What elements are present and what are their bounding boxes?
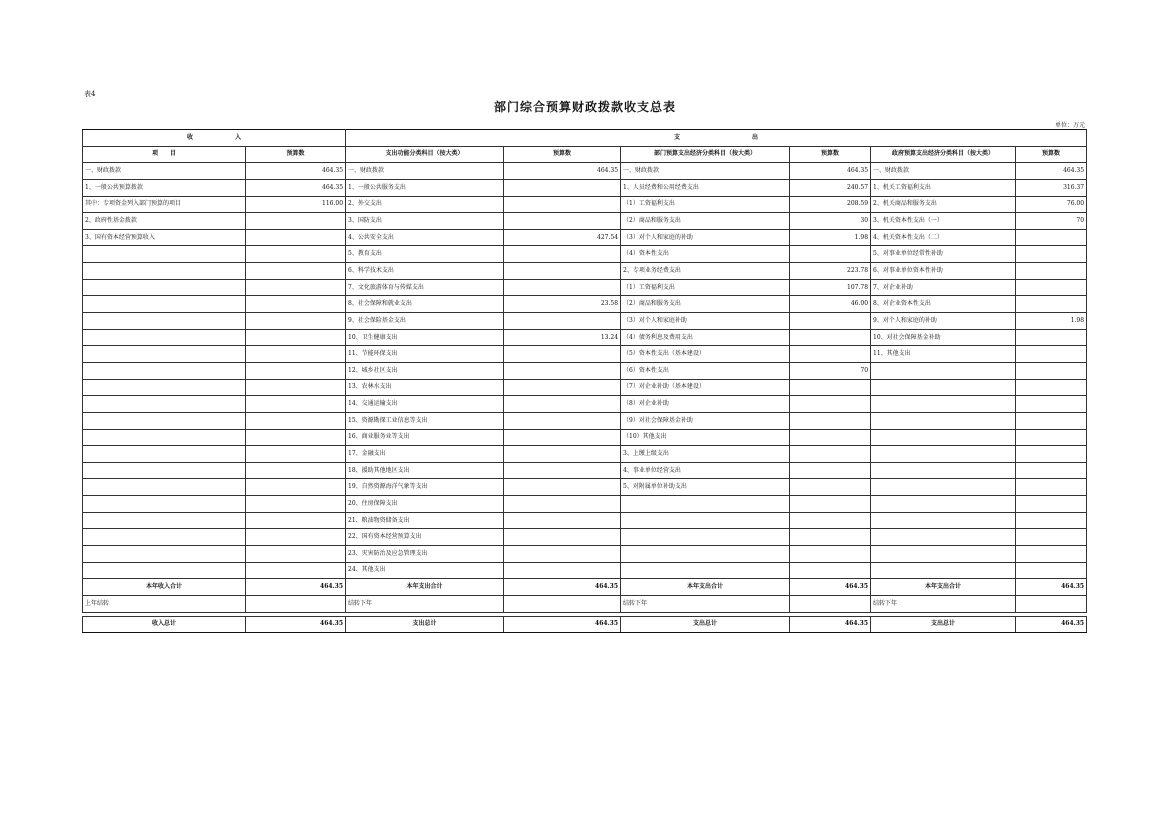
item-cell [871, 429, 1016, 446]
table-row [83, 246, 1087, 263]
budget-cell: 116.00 [246, 196, 346, 213]
item-cell: （9）对社会保障基金补助 [621, 412, 790, 429]
budget-cell [246, 229, 346, 246]
item-cell [83, 246, 246, 263]
budget-summary-table [82, 129, 1087, 633]
budget-cell: 464.35 [1016, 163, 1087, 180]
item-cell: 收入总计 [83, 616, 246, 633]
total-row [83, 616, 1087, 633]
col-func: 支出功能分类科目（按大类） [346, 146, 504, 163]
budget-cell [504, 479, 621, 496]
budget-cell [790, 529, 871, 546]
budget-cell: 223.78 [790, 263, 871, 280]
budget-cell [504, 263, 621, 280]
item-cell [83, 329, 246, 346]
col-budget-3: 预算数 [790, 146, 871, 163]
budget-cell: 464.35 [1016, 616, 1087, 633]
col-dept-econ: 部门预算支出经济分类科目（按大类） [621, 146, 790, 163]
item-cell: 21、粮油物资储备支出 [346, 512, 504, 529]
budget-cell: 464.35 [246, 163, 346, 180]
item-cell [83, 446, 246, 463]
budget-cell: 464.35 [790, 616, 871, 633]
item-cell: 10、卫生健康支出 [346, 329, 504, 346]
budget-cell [504, 529, 621, 546]
budget-cell [504, 396, 621, 413]
item-cell: 3、国防支出 [346, 213, 504, 230]
budget-cell [246, 496, 346, 513]
item-cell: 5、对事业单位经常性补助 [871, 246, 1016, 263]
table-row [83, 296, 1087, 313]
budget-cell [504, 429, 621, 446]
table-row [83, 529, 1087, 546]
budget-cell [246, 263, 346, 280]
item-cell: （2）商品和服务支出 [621, 213, 790, 230]
budget-cell: 208.59 [790, 196, 871, 213]
col-item: 项 目 [83, 146, 246, 163]
budget-cell [246, 379, 346, 396]
item-cell: （3）对个人和家庭的补助 [621, 229, 790, 246]
item-cell [621, 496, 790, 513]
item-cell: 结转下年 [871, 595, 1016, 612]
table-row [83, 279, 1087, 296]
budget-cell [504, 362, 621, 379]
item-cell: 2、外交支出 [346, 196, 504, 213]
budget-cell [1016, 546, 1087, 563]
item-cell [83, 429, 246, 446]
item-cell: 1、人员经费和公用经费支出 [621, 179, 790, 196]
item-cell: 本年支出合计 [871, 579, 1016, 596]
item-cell [83, 479, 246, 496]
table-row [83, 379, 1087, 396]
table-row [83, 196, 1087, 213]
budget-cell [790, 446, 871, 463]
item-cell: （5）资本性支出（基本建设） [621, 346, 790, 363]
budget-cell [1016, 379, 1087, 396]
item-cell: 6、科学技术支出 [346, 263, 504, 280]
budget-cell [246, 396, 346, 413]
budget-cell: 70 [790, 362, 871, 379]
item-cell: 其中：专项资金列入部门预算的项目 [83, 196, 246, 213]
budget-cell: 46.00 [790, 296, 871, 313]
item-cell: 结转下年 [346, 595, 504, 612]
budget-cell [504, 512, 621, 529]
budget-cell: 464.35 [504, 616, 621, 633]
budget-cell [504, 346, 621, 363]
budget-cell [246, 346, 346, 363]
item-cell: 19、自然资源海洋气象等支出 [346, 479, 504, 496]
budget-cell: 464.35 [1016, 579, 1087, 596]
budget-cell: 1.98 [790, 229, 871, 246]
budget-cell: 13.24 [504, 329, 621, 346]
budget-cell [790, 346, 871, 363]
item-cell [83, 346, 246, 363]
item-cell: 12、城乡社区支出 [346, 362, 504, 379]
item-cell: 22、国有资本经营预算支出 [346, 529, 504, 546]
budget-cell [1016, 595, 1087, 612]
section-header-row [83, 130, 1087, 147]
item-cell: 4、机关资本性支出（二） [871, 229, 1016, 246]
item-cell: 9、对个人和家庭的补助 [871, 313, 1016, 330]
budget-cell: 30 [790, 213, 871, 230]
item-cell: 11、其他支出 [871, 346, 1016, 363]
table-row [83, 179, 1087, 196]
budget-cell: 107.78 [790, 279, 871, 296]
subtotal-row [83, 579, 1087, 596]
item-cell: 15、资源勘探工业信息等支出 [346, 412, 504, 429]
item-cell [83, 313, 246, 330]
table-row [83, 346, 1087, 363]
item-cell: 2、专项业务经费支出 [621, 263, 790, 280]
budget-cell: 464.35 [246, 579, 346, 596]
item-cell [83, 279, 246, 296]
item-cell [871, 396, 1016, 413]
item-cell: （1）工资福利支出 [621, 279, 790, 296]
table-row [83, 462, 1087, 479]
item-cell: 24、其他支出 [346, 562, 504, 579]
item-cell [621, 546, 790, 563]
budget-cell: 464.35 [504, 163, 621, 180]
item-cell: （1）工资福利支出 [621, 196, 790, 213]
budget-cell [1016, 446, 1087, 463]
budget-cell [1016, 362, 1087, 379]
budget-cell [1016, 346, 1087, 363]
budget-cell [246, 246, 346, 263]
item-cell [83, 362, 246, 379]
budget-cell [246, 512, 346, 529]
table-row [83, 163, 1087, 180]
col-gov-econ: 政府预算支出经济分类科目（按大类） [871, 146, 1016, 163]
budget-cell [1016, 479, 1087, 496]
item-cell: 16、商业服务业等支出 [346, 429, 504, 446]
budget-cell [504, 379, 621, 396]
item-cell [621, 529, 790, 546]
table-row [83, 496, 1087, 513]
item-cell [871, 512, 1016, 529]
budget-cell: 23.58 [504, 296, 621, 313]
budget-cell [246, 479, 346, 496]
item-cell: 一、财政拨款 [83, 163, 246, 180]
budget-cell [790, 479, 871, 496]
table-row [83, 412, 1087, 429]
budget-cell [790, 546, 871, 563]
budget-cell [246, 562, 346, 579]
budget-cell: 464.35 [246, 616, 346, 633]
item-cell [871, 379, 1016, 396]
budget-cell [1016, 496, 1087, 513]
item-cell: （4）债务利息及费用支出 [621, 329, 790, 346]
item-cell: （10）其他支出 [621, 429, 790, 446]
budget-cell: 76.00 [1016, 196, 1087, 213]
table-row [83, 362, 1087, 379]
budget-cell [504, 546, 621, 563]
budget-cell [246, 213, 346, 230]
budget-cell [790, 396, 871, 413]
table-row [83, 479, 1087, 496]
section-expense: 支 出 [346, 130, 1087, 147]
budget-cell [1016, 246, 1087, 263]
item-cell [871, 462, 1016, 479]
budget-cell [246, 296, 346, 313]
budget-cell [504, 279, 621, 296]
item-cell [871, 546, 1016, 563]
budget-cell [246, 546, 346, 563]
budget-cell [1016, 462, 1087, 479]
budget-cell: 70 [1016, 213, 1087, 230]
budget-cell [504, 446, 621, 463]
item-cell: （4）资本性支出 [621, 246, 790, 263]
item-cell: （2）商品和服务支出 [621, 296, 790, 313]
col-budget-4: 预算数 [1016, 146, 1087, 163]
budget-cell [246, 279, 346, 296]
item-cell [871, 362, 1016, 379]
item-cell: 本年支出合计 [621, 579, 790, 596]
column-header-row [83, 146, 1087, 163]
budget-cell [504, 562, 621, 579]
col-budget-2: 预算数 [504, 146, 621, 163]
item-cell: （8）对企业补助 [621, 396, 790, 413]
budget-cell [504, 246, 621, 263]
budget-cell [504, 213, 621, 230]
budget-cell [1016, 263, 1087, 280]
budget-cell [504, 313, 621, 330]
item-cell [871, 446, 1016, 463]
item-cell: 4、事业单位经营支出 [621, 462, 790, 479]
budget-cell [1016, 279, 1087, 296]
budget-cell: 1.98 [1016, 313, 1087, 330]
item-cell: 1、一般公共服务支出 [346, 179, 504, 196]
table-row [83, 546, 1087, 563]
item-cell [83, 546, 246, 563]
item-cell [83, 379, 246, 396]
budget-cell [790, 379, 871, 396]
item-cell: 13、农林水支出 [346, 379, 504, 396]
budget-cell [246, 446, 346, 463]
item-cell [83, 396, 246, 413]
table-number: 表4 [84, 90, 96, 98]
item-cell: 结转下年 [621, 595, 790, 612]
budget-cell [1016, 229, 1087, 246]
table-row [83, 329, 1087, 346]
item-cell [621, 512, 790, 529]
item-cell [83, 296, 246, 313]
item-cell: （6）资本性支出 [621, 362, 790, 379]
table-row [83, 229, 1087, 246]
item-cell [871, 529, 1016, 546]
budget-cell [246, 462, 346, 479]
budget-cell [246, 362, 346, 379]
item-cell: 7、文化旅游体育与传媒支出 [346, 279, 504, 296]
item-cell: 23、灾害防治及应急管理支出 [346, 546, 504, 563]
budget-cell [790, 412, 871, 429]
item-cell: 3、上缴上级支出 [621, 446, 790, 463]
item-cell: 18、援助其他地区支出 [346, 462, 504, 479]
budget-cell [1016, 429, 1087, 446]
budget-cell [246, 313, 346, 330]
budget-cell [246, 529, 346, 546]
budget-cell: 316.37 [1016, 179, 1087, 196]
table-row [83, 213, 1087, 230]
budget-cell [790, 562, 871, 579]
budget-cell [1016, 529, 1087, 546]
item-cell: 支出总计 [621, 616, 790, 633]
item-cell [871, 562, 1016, 579]
budget-cell [246, 412, 346, 429]
budget-cell [790, 329, 871, 346]
budget-cell: 464.35 [790, 163, 871, 180]
col-budget-1: 预算数 [246, 146, 346, 163]
budget-cell [246, 329, 346, 346]
item-cell: （7）对企业补助（基本建设） [621, 379, 790, 396]
budget-cell: 464.35 [246, 179, 346, 196]
table-row [83, 313, 1087, 330]
item-cell: 本年收入合计 [83, 579, 246, 596]
budget-cell [790, 246, 871, 263]
budget-cell [246, 429, 346, 446]
budget-cell [790, 429, 871, 446]
table-row [83, 562, 1087, 579]
budget-cell [1016, 396, 1087, 413]
item-cell: 1、一般公共预算拨款 [83, 179, 246, 196]
budget-cell [790, 496, 871, 513]
item-cell [83, 496, 246, 513]
item-cell: 1、机关工资福利支出 [871, 179, 1016, 196]
table-row [83, 396, 1087, 413]
item-cell: 支出总计 [346, 616, 504, 633]
item-cell [871, 496, 1016, 513]
item-cell: 一、财政拨款 [871, 163, 1016, 180]
item-cell: 一、财政拨款 [621, 163, 790, 180]
page-title: 部门综合预算财政拨款收支总表 [493, 100, 676, 114]
item-cell [871, 479, 1016, 496]
unit-label: 单位：万元 [1054, 122, 1085, 129]
item-cell: 11、节能环保支出 [346, 346, 504, 363]
item-cell: 8、对企业资本性支出 [871, 296, 1016, 313]
item-cell: 4、公共安全支出 [346, 229, 504, 246]
item-cell [83, 263, 246, 280]
item-cell: 6、对事业单位资本性补助 [871, 263, 1016, 280]
budget-cell [504, 462, 621, 479]
item-cell: 上年结转 [83, 595, 246, 612]
item-cell: 2、机关商品和服务支出 [871, 196, 1016, 213]
item-cell: 7、对企业补助 [871, 279, 1016, 296]
budget-cell: 240.57 [790, 179, 871, 196]
budget-cell [504, 496, 621, 513]
item-cell [871, 412, 1016, 429]
item-cell: 一、财政拨款 [346, 163, 504, 180]
item-cell: 20、住房保障支出 [346, 496, 504, 513]
budget-cell [246, 595, 346, 612]
item-cell [83, 512, 246, 529]
budget-cell [1016, 512, 1087, 529]
item-cell: 17、金融支出 [346, 446, 504, 463]
budget-cell [1016, 562, 1087, 579]
item-cell: 5、教育支出 [346, 246, 504, 263]
item-cell [83, 562, 246, 579]
table-row [83, 446, 1087, 463]
item-cell: 支出总计 [871, 616, 1016, 633]
budget-cell [504, 412, 621, 429]
budget-cell [790, 462, 871, 479]
table-row [83, 429, 1087, 446]
item-cell [621, 562, 790, 579]
item-cell: （3）对个人和家庭补助 [621, 313, 790, 330]
table-row [83, 512, 1087, 529]
item-cell: 3、国有资本经营预算收入 [83, 229, 246, 246]
budget-cell [504, 179, 621, 196]
item-cell [83, 529, 246, 546]
item-cell [83, 412, 246, 429]
budget-cell [1016, 329, 1087, 346]
item-cell: 5、对附属单位补助支出 [621, 479, 790, 496]
item-cell: 本年支出合计 [346, 579, 504, 596]
item-cell: 10、对社会保障基金补助 [871, 329, 1016, 346]
budget-cell: 427.54 [504, 229, 621, 246]
item-cell: 2、政府性基金拨款 [83, 213, 246, 230]
item-cell: 9、社会保险基金支出 [346, 313, 504, 330]
item-cell: 14、交通运输支出 [346, 396, 504, 413]
item-cell: 8、社会保障和就业支出 [346, 296, 504, 313]
item-cell: 3、机关资本性支出（一） [871, 213, 1016, 230]
item-cell [83, 462, 246, 479]
budget-cell [790, 512, 871, 529]
budget-cell [1016, 296, 1087, 313]
budget-cell [790, 313, 871, 330]
budget-cell [504, 595, 621, 612]
budget-cell: 464.35 [790, 579, 871, 596]
budget-cell [790, 595, 871, 612]
section-income: 收 入 [83, 130, 346, 147]
budget-cell [504, 196, 621, 213]
budget-cell [1016, 412, 1087, 429]
budget-cell: 464.35 [504, 579, 621, 596]
carry-row [83, 595, 1087, 612]
table-row [83, 263, 1087, 280]
